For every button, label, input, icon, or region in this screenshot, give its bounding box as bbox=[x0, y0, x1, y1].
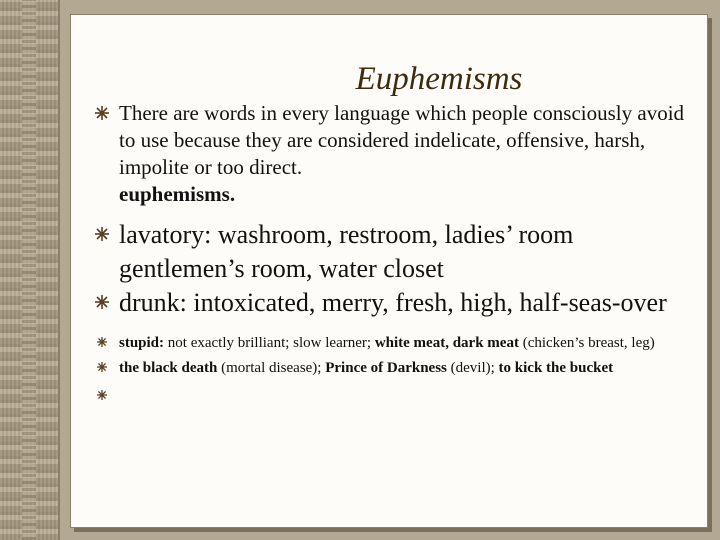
meaning-text: (mortal disease); bbox=[217, 360, 326, 376]
list-item bbox=[87, 218, 687, 286]
bullet-bold-text: euphemisms. bbox=[119, 182, 236, 206]
term-text: the black death bbox=[119, 360, 218, 376]
term-text: stupid: bbox=[119, 335, 165, 351]
ornamental-star-icon bbox=[95, 106, 109, 120]
slide-title: Euphemisms bbox=[355, 61, 523, 97]
term-text: to kick the bucket bbox=[498, 360, 614, 376]
bullet-text: drunk: intoxicated, merry, fresh, high, half-seas-over bbox=[119, 288, 667, 317]
term-text: white meat, dark meat bbox=[374, 335, 519, 351]
meaning-text: (chicken’s breast, leg) bbox=[518, 335, 655, 351]
list-item-empty bbox=[87, 388, 687, 402]
bullet-text: lavatory: washroom, restroom, ladies’ room gentlemen’s room, water closet bbox=[119, 220, 574, 283]
list-item bbox=[87, 334, 687, 353]
list-item bbox=[87, 286, 687, 320]
meaning-text: not exactly brilliant; slow learner; bbox=[164, 335, 375, 351]
decorative-border bbox=[0, 0, 60, 540]
ornamental-star-icon bbox=[97, 337, 107, 347]
term-text: Prince of Darkness bbox=[325, 360, 447, 376]
bullet-list bbox=[87, 100, 687, 402]
ornamental-star-icon bbox=[97, 362, 107, 372]
content-panel bbox=[70, 14, 708, 528]
meaning-text: (devil); bbox=[446, 360, 499, 376]
bullet-text: There are words in every language which people consciously avoid to use because they are considered indelicate, offensive, harsh, impolite or too direct. bbox=[119, 101, 685, 179]
ornamental-star-icon bbox=[95, 227, 109, 241]
list-item bbox=[87, 100, 687, 208]
ornamental-star-icon bbox=[97, 390, 107, 400]
list-item bbox=[87, 359, 687, 378]
ornamental-star-icon bbox=[95, 295, 109, 309]
border-stripe bbox=[22, 0, 36, 540]
